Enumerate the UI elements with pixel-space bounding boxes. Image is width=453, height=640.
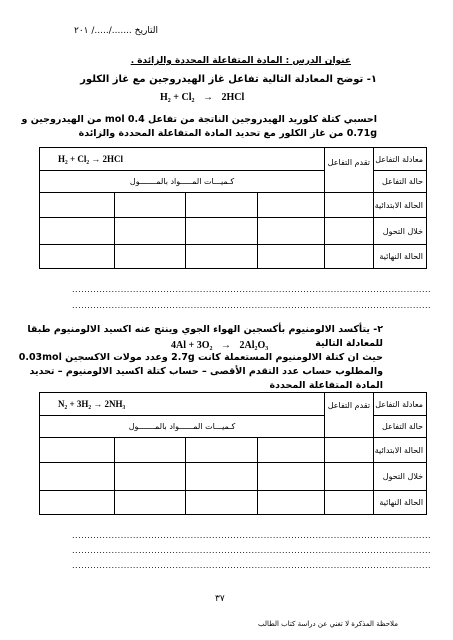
q1-col-progress: تقدم التفاعل [325, 148, 374, 193]
q1-instruction: ١- توضح المعادلة التالية تفاعل غاز الهيدروجين مع غاز الكلور [80, 74, 377, 85]
table-cell[interactable] [186, 463, 258, 491]
q2-during-label: خلال التحول [374, 463, 427, 491]
q1-eq-rhs: 2HCl [221, 92, 245, 103]
table-cell[interactable] [186, 193, 258, 218]
table-cell[interactable] [258, 218, 325, 245]
table-cell[interactable] [186, 245, 258, 269]
table-cell[interactable] [325, 491, 374, 515]
q2-state-label: حالة التفاعل [374, 416, 427, 438]
q2-answer-line-1[interactable]: ...................................................................................................................... [72, 531, 432, 540]
q2-answer-line-3[interactable]: ...................................................................................................................... [72, 561, 432, 570]
table-cell[interactable] [40, 245, 115, 269]
q2-reaction: N₂ + 3H₂ → 2NH₃ [40, 393, 325, 416]
q1-col-equation: معادلة التفاعل [374, 148, 427, 171]
q2-equation [171, 340, 268, 351]
q2-task: حيث ان كتلة الالومنيوم المستعملة كانت 2.7g وعدد مولات الاكسجين 0.03mol والمطلوب حساب عدد التقدم الأقصى – حساب كتلة اكسيد الالومنيوم – تحديد المادة المتفاعلة المحددة [18, 352, 383, 391]
table-cell[interactable] [40, 438, 115, 463]
table-cell[interactable] [258, 245, 325, 269]
q2-quantities-label: كـميـــات المــــــواد بالمـــــــول [40, 416, 325, 438]
q1-quantities-label: كـميـــات المـــــواد بالمـــــــول [40, 171, 325, 193]
q1-during-label: خلال التحول [374, 218, 427, 245]
q1-final-label: الحالة النهائية [374, 245, 427, 269]
date-line: التاريخ ......./...../ ٢٠١ [74, 26, 158, 36]
page-number: ٣٧ [215, 594, 225, 604]
q1-answer-line-1[interactable]: ...................................................................................................................... [72, 285, 432, 294]
q1-initial-label: الحالة الابتدائية [374, 193, 427, 218]
q1-table [39, 147, 427, 269]
q1-equation [160, 92, 244, 103]
q2-final-label: الحالة النهائية [374, 491, 427, 515]
q2-instruction: ٢- يتأكسد الالومنيوم بأكسجين الهواء الجوي وينتج عنه اكسيد الالومنيوم طبقا للمعادلة التالية [27, 324, 383, 349]
table-cell[interactable] [115, 491, 186, 515]
table-cell[interactable] [325, 245, 374, 269]
table-cell[interactable] [115, 463, 186, 491]
q2-col-equation: معادلة التفاعل [374, 393, 427, 416]
table-cell[interactable] [325, 193, 374, 218]
table-cell[interactable] [258, 463, 325, 491]
q2-eq-lhs: 4Al + 3O₂ [171, 340, 213, 351]
q2-col-progress: تقدم التفاعل [325, 393, 374, 438]
q1-task: احسبي كتلة كلوريد الهيدروجين الناتجة من تفاعل 0.4 mol من الهيدروجين و 0.71g من غاز الكلور مع تحديد المادة المتفاعلة المحددة والزائدة [21, 114, 377, 139]
table-cell[interactable] [325, 218, 374, 245]
table-cell[interactable] [40, 491, 115, 515]
q1-state-label: حالة التفاعل [374, 171, 427, 193]
arrow-icon: → [220, 340, 231, 351]
footer-note: ملاحظة المذكرة لا تغني عن دراسة كتاب الطالب [258, 620, 398, 628]
q2-eq-rhs: 2Al₂O₃ [239, 340, 269, 351]
table-cell[interactable] [40, 218, 115, 245]
table-cell[interactable] [115, 438, 186, 463]
table-cell[interactable] [258, 193, 325, 218]
table-cell[interactable] [186, 491, 258, 515]
arrow-icon: → [202, 92, 213, 103]
q2-answer-line-2[interactable]: ...................................................................................................................... [72, 546, 432, 555]
table-cell[interactable] [115, 245, 186, 269]
table-cell[interactable] [325, 438, 374, 463]
table-cell[interactable] [186, 438, 258, 463]
table-cell[interactable] [258, 491, 325, 515]
q2-table [39, 392, 427, 515]
table-cell[interactable] [325, 463, 374, 491]
q1-eq-lhs: H₂ + Cl₂ [160, 92, 195, 103]
q1-answer-line-2[interactable]: ...................................................................................................................... [72, 301, 432, 310]
table-cell[interactable] [115, 193, 186, 218]
q1-reaction: H₂ + Cl₂ → 2HCl [40, 148, 325, 171]
q2-initial-label: الحالة الابتدائية [374, 438, 427, 463]
table-cell[interactable] [115, 218, 186, 245]
table-cell[interactable] [40, 463, 115, 491]
table-cell[interactable] [258, 438, 325, 463]
table-cell[interactable] [186, 218, 258, 245]
lesson-title: عنوان الدرس : المادة المتفاعلة المحددة والزائدة . [130, 56, 351, 66]
table-cell[interactable] [40, 193, 115, 218]
